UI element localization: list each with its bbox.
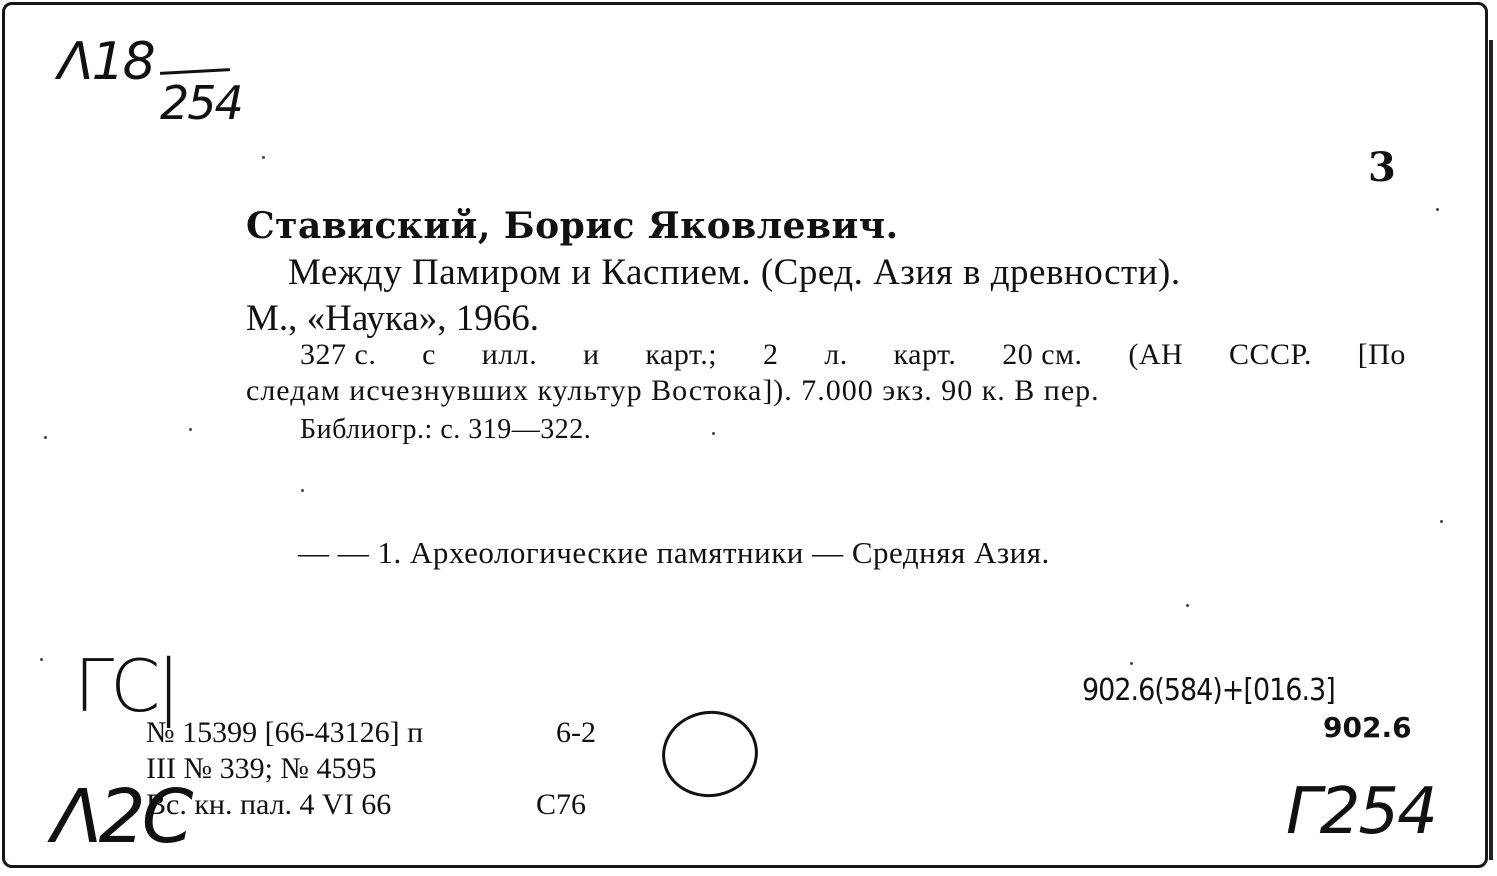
card-number: 3 — [1368, 144, 1396, 191]
desc-token: 327 с. — [300, 338, 377, 371]
desc-token: илл. — [481, 338, 538, 371]
desc-token: карт.; — [645, 338, 718, 371]
udc-short: 902.6 — [1323, 711, 1412, 744]
scan-speck — [40, 658, 43, 661]
scan-speck — [1436, 208, 1439, 211]
scan-speck — [712, 432, 715, 435]
publication-info: М., «Наука», 1966. — [246, 298, 540, 339]
scan-speck — [301, 489, 304, 492]
scan-speck — [1440, 520, 1443, 523]
handwritten-code-left: ГС| — [74, 644, 177, 728]
desc-token: карт. — [893, 338, 957, 371]
scan-speck — [1130, 662, 1133, 665]
desc-token: с — [422, 338, 436, 371]
registry-numbers: III № 339; № 4595 — [146, 752, 377, 785]
desc-token: л. — [824, 338, 848, 371]
desc-token: [По — [1357, 338, 1406, 371]
udc-classification: 902.6(584)+[016.3] — [1082, 673, 1335, 708]
scan-speck — [262, 156, 265, 159]
handwritten-shelfmark-right: Г254 — [1286, 775, 1436, 849]
bibliography-note: Библиогр.: с. 319—322. — [300, 414, 592, 445]
card-edge — [1489, 40, 1493, 860]
physical-description-line-1 — [300, 340, 1406, 370]
subject-heading: — — 1. Археологические памятники — Средняя Азия. — [298, 535, 1050, 570]
desc-token: 2 — [762, 338, 779, 371]
catalog-code: 6-2 — [556, 716, 596, 749]
scan-speck — [44, 436, 47, 439]
desc-token: и — [583, 338, 600, 371]
handwritten-fraction-denominator: 254 — [160, 76, 242, 130]
signed-to-print: Вс. кн. пал. 4 VI 66 — [146, 788, 392, 821]
desc-token: СССР. — [1228, 338, 1312, 371]
author-heading: Ставиский, Борис Яковлевич. — [246, 205, 899, 247]
handwritten-shelfmark-top: Λ18 — [58, 32, 154, 92]
handwritten-shelfmark-bottom: Λ2С — [52, 774, 190, 860]
code-c76: С76 — [536, 788, 587, 821]
desc-token: 20 см. — [1002, 338, 1083, 371]
physical-description-line-2: следам исчезнувших культур Востока]). 7.000 экз. 90 к. В пер. — [246, 374, 1100, 407]
scan-speck — [1186, 604, 1189, 607]
scan-speck — [189, 428, 192, 431]
catalog-number: № 15399 [66-43126] п — [146, 716, 424, 749]
desc-token: (АН — [1128, 338, 1184, 371]
book-title: Между Памиром и Каспием. (Сред. Азия в древности). — [288, 252, 1181, 293]
